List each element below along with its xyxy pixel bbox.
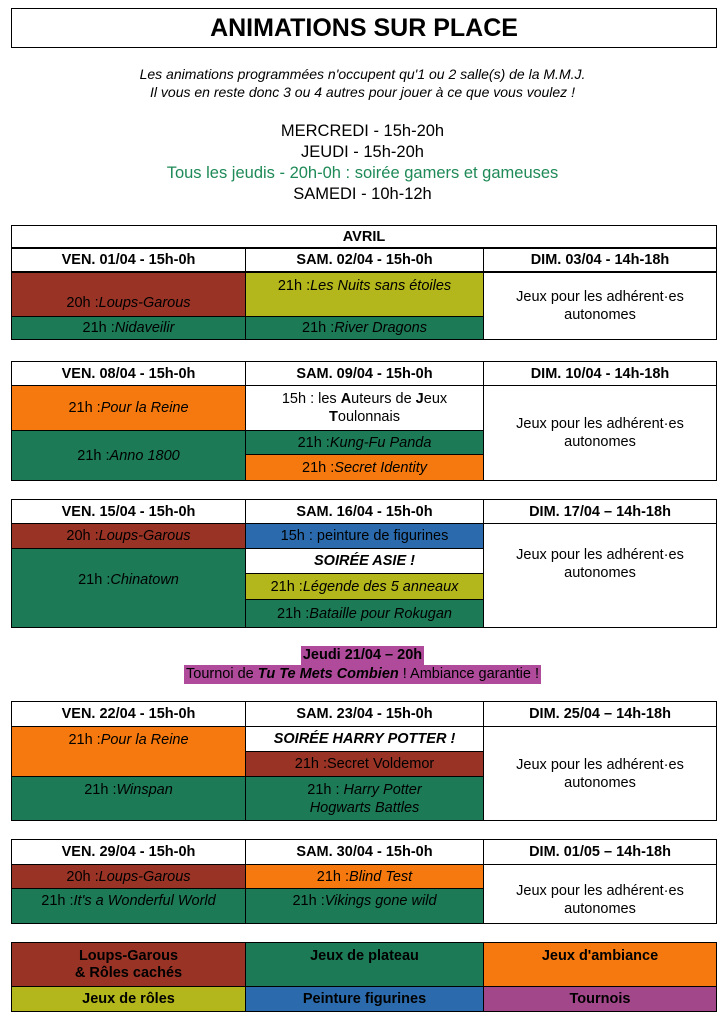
event-game: Secret Identity: [334, 459, 427, 476]
schedule-jeudi: JEUDI - 15h-20h: [301, 143, 424, 161]
event-time: 21h :: [84, 782, 117, 798]
text-part: uteurs de: [351, 391, 416, 407]
event-game: Blind Test: [349, 868, 413, 885]
event-time: 21h :: [277, 605, 310, 622]
week3-sunday-autonomes: Jeux pour les adhérent·es autonomes: [483, 523, 717, 628]
week1-saturday-header: SAM. 02/04 - 15h-0h: [245, 248, 484, 272]
event-text: [307, 781, 421, 817]
week5-sunday-header: DIM. 01/05 – 14h-18h: [483, 839, 717, 865]
week2-friday-event-2: [11, 430, 246, 481]
event-game: Légende des 5 anneaux: [302, 578, 459, 595]
week2-sunday-autonomes: Jeux pour les adhérent·es autonomes: [483, 385, 717, 481]
month-header: AVRIL: [11, 225, 717, 248]
week3-friday-header: VEN. 15/04 - 15h-0h: [11, 499, 246, 524]
week2-saturday-header: SAM. 09/04 - 15h-0h: [245, 361, 484, 386]
week3-saturday-event-4: [245, 599, 484, 628]
week3-saturday-event-2: SOIRÉE ASIE !: [245, 548, 484, 574]
special-event-date: Jeudi 21/04 – 20h: [302, 647, 423, 663]
week5-friday-event-1: [11, 864, 246, 889]
event-game: River Dragons: [334, 320, 427, 336]
week4-saturday-event-2: [245, 751, 484, 777]
special-event-game: Tu Te Mets Combien: [257, 666, 399, 682]
event-time: 21h :: [78, 572, 111, 588]
week2-saturday-event-1: [245, 385, 484, 431]
event-time: 20h :: [66, 295, 99, 311]
week2-saturday-event-3: [245, 454, 484, 481]
week3-saturday-event-3: [245, 573, 484, 600]
week3-friday-event-2: [11, 548, 246, 628]
week1-saturday-event-2: [245, 316, 484, 340]
event-game: It's a Wonderful World: [73, 893, 216, 909]
event-game: Kung-Fu Panda: [329, 434, 432, 451]
legend-loups-garous: [11, 942, 246, 987]
event-game-line2: Hogwarts Battles: [309, 799, 420, 816]
week2-saturday-event-2: [245, 430, 484, 455]
legend-label: Loups-Garous: [78, 948, 179, 964]
text-initial: A: [340, 391, 352, 407]
text-initial: T: [329, 409, 338, 425]
event-time: 21h :: [302, 459, 335, 476]
event-game: Loups-Garous: [98, 528, 191, 544]
event-game: Loups-Garous: [98, 868, 191, 885]
special-event-description: [184, 665, 541, 684]
event-time: 21h :: [68, 400, 101, 416]
event-time: 21h :: [297, 434, 330, 451]
week1-saturday-event-1: [245, 272, 484, 317]
event-game: Secret Voldemor: [327, 756, 435, 772]
text-part: Tournoi de: [186, 666, 258, 682]
event-time: 21h :: [77, 447, 110, 464]
week5-friday-event-2: [11, 888, 246, 924]
text-part: 15h : les: [281, 391, 341, 407]
intro-line-2: Il vous en reste donc 3 ou 4 autres pour jouer à ce que vous voulez !: [150, 84, 575, 100]
event-time: 21h :: [316, 868, 350, 885]
event-game: Loups-Garous: [98, 295, 191, 311]
event-time: 21h :: [68, 732, 101, 748]
event-time: 21h :: [41, 893, 74, 909]
week5-saturday-event-1: [245, 864, 484, 889]
event-game: Pour la Reine: [100, 400, 189, 416]
event-game: Harry Potter: [343, 781, 422, 798]
text-initial: J: [415, 391, 424, 407]
week4-sunday-header: DIM. 25/04 – 14h-18h: [483, 701, 717, 727]
schedule-mercredi: MERCREDI - 15h-20h: [280, 122, 445, 140]
event-game: Les Nuits sans étoiles: [310, 278, 452, 294]
page-title: ANIMATIONS SUR PLACE: [11, 8, 717, 48]
week2-friday-header: VEN. 08/04 - 15h-0h: [11, 361, 246, 386]
week3-saturday-event-1: 15h : peinture de figurines: [245, 523, 484, 549]
schedule-jeudis-soiree: Tous les jeudis - 20h-0h : soirée gamers et gameuses: [166, 164, 559, 182]
week2-friday-event-1: [11, 385, 246, 431]
week5-friday-header: VEN. 29/04 - 15h-0h: [11, 839, 246, 865]
week4-saturday-event-1: SOIRÉE HARRY POTTER !: [245, 726, 484, 752]
text-part: oulonnais: [337, 409, 400, 425]
event-game: Chinatown: [110, 572, 179, 588]
week1-friday-header: VEN. 01/04 - 15h-0h: [11, 248, 246, 272]
event-game: Bataille pour Rokugan: [309, 605, 452, 622]
event-time: 20h :: [66, 868, 99, 885]
week1-sunday-header: DIM. 03/04 - 14h-18h: [483, 248, 717, 272]
event-time: 21h :: [270, 578, 303, 595]
legend-roles: Jeux de rôles: [11, 986, 246, 1012]
week3-sunday-header: DIM. 17/04 – 14h-18h: [483, 499, 717, 524]
week1-friday-event-1: [11, 272, 246, 317]
text-part: eux: [423, 391, 448, 407]
week1-friday-event-2: [11, 316, 246, 340]
legend-tournois: Tournois: [483, 986, 717, 1012]
event-game: Pour la Reine: [100, 732, 189, 748]
week4-saturday-event-3: [245, 776, 484, 821]
event-game: Anno 1800: [109, 447, 180, 464]
event-game: Winspan: [116, 782, 173, 798]
week5-saturday-header: SAM. 30/04 - 15h-0h: [245, 839, 484, 865]
legend-ambiance: Jeux d'ambiance: [483, 942, 717, 987]
week4-saturday-header: SAM. 23/04 - 15h-0h: [245, 701, 484, 727]
week3-saturday-header: SAM. 16/04 - 15h-0h: [245, 499, 484, 524]
week4-sunday-autonomes: Jeux pour les adhérent·es autonomes: [483, 726, 717, 821]
legend-label-line2: & Rôles cachés: [74, 965, 183, 981]
legend-plateau: Jeux de plateau: [245, 942, 484, 987]
special-event: [0, 646, 725, 684]
week4-friday-event-2: [11, 776, 246, 821]
legend-peinture: Peinture figurines: [245, 986, 484, 1012]
event-time: 21h :: [292, 893, 325, 909]
week5-saturday-event-2: [245, 888, 484, 924]
text-part: ! Ambiance garantie !: [398, 666, 539, 682]
week4-friday-event-1: [11, 726, 246, 777]
week2-sunday-header: DIM. 10/04 - 14h-18h: [483, 361, 717, 386]
intro-line-1: Les animations programmées n'occupent qu'1 ou 2 salle(s) de la M.M.J.: [139, 66, 586, 82]
event-text: [282, 390, 447, 426]
week5-sunday-autonomes: Jeux pour les adhérent·es autonomes: [483, 864, 717, 924]
week4-friday-header: VEN. 22/04 - 15h-0h: [11, 701, 246, 727]
event-game: Nidaveilir: [114, 320, 175, 336]
event-time: 20h :: [66, 528, 99, 544]
week3-friday-event-1: [11, 523, 246, 549]
event-time: 21h :: [302, 320, 335, 336]
event-time: 21h :: [82, 320, 115, 336]
week1-sunday-autonomes: Jeux pour les adhérent·es autonomes: [483, 272, 717, 340]
event-time: 21h :: [307, 781, 344, 798]
legend-text: [75, 948, 182, 982]
event-game: Vikings gone wild: [324, 893, 437, 909]
event-time: 21h :: [277, 278, 311, 294]
event-time: 21h :: [294, 756, 328, 772]
schedule-samedi: SAMEDI - 10h-12h: [293, 185, 432, 203]
